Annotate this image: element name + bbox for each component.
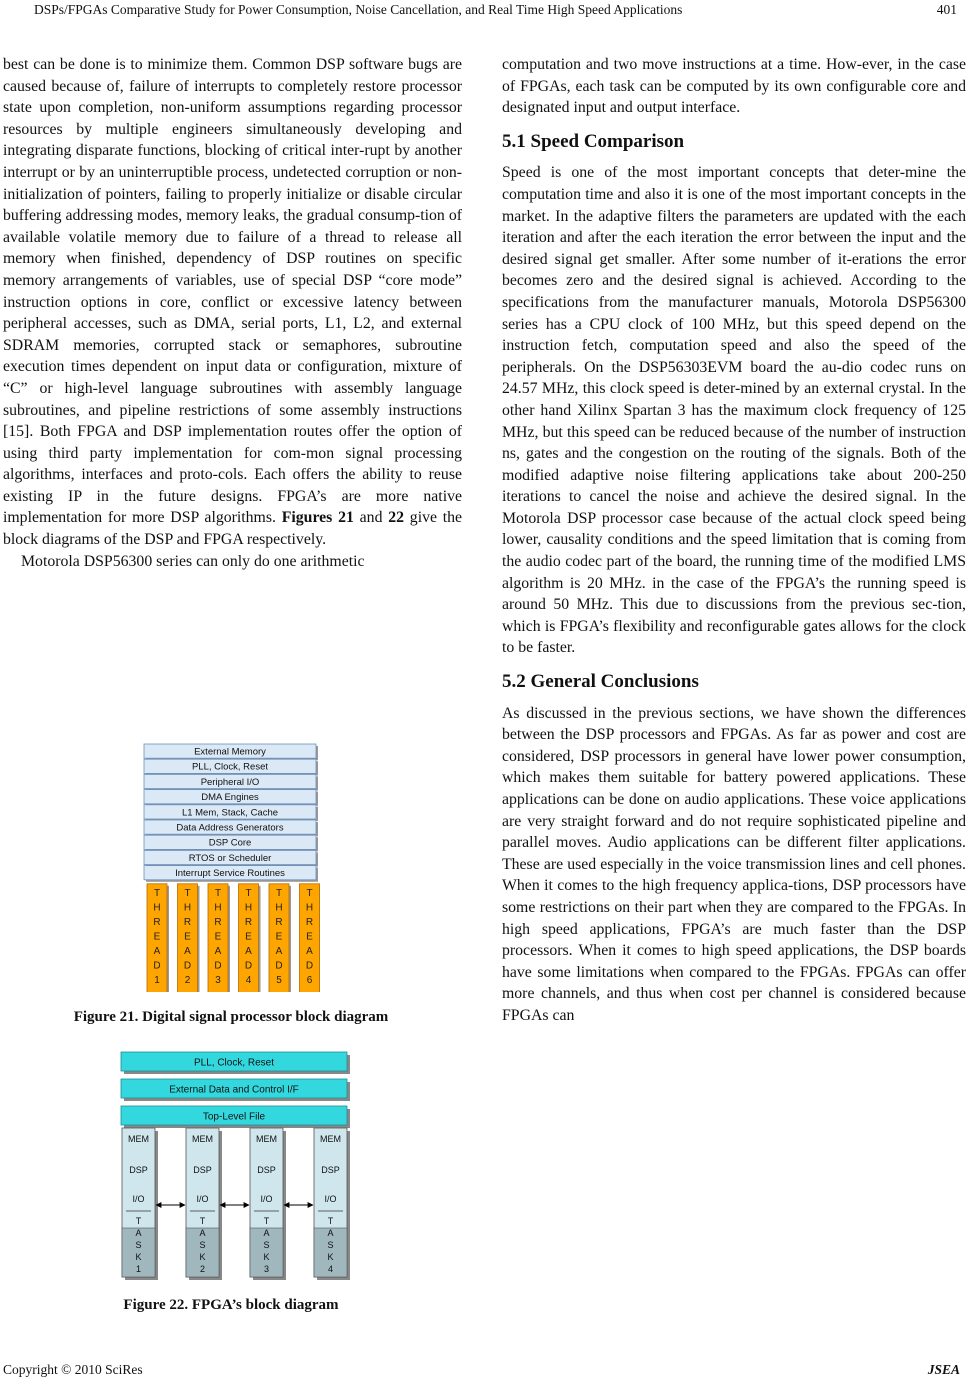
- thread-letter: R: [305, 916, 314, 928]
- block-label: MEM: [256, 1134, 277, 1144]
- thread-letter: H: [183, 902, 192, 914]
- block-label: DSP: [193, 1165, 212, 1175]
- left-paragraph-1-text: best can be done is to minimize them. Common DSP software bugs are caused because of, failure of interrupts to completely restore processor state upon completion, non-uniform assumptions regarding processor resources by multiple engineers simultaneously developing and integrating disparate functions, blocking of critical inter-rupt by another interrupt or by an uninterruptible process, undetected corruption or non-initialization of pointers, failing to properly initialize or disable circular buffering addressing modes, memory leaks, the gradual consump-tion of available volatile memory due to failure of a thread to release all memory when finished, dependency of DSP routines on specific memory arrangements of variables, use of special DSP “core mode” instruction options in core, conflict or excessive latency between peripheral accesses, such as DMA, serial ports, L1, L2, and external SDRAM memories, corrupted stack or semaphores, subroutine execution times dependent on input data or configuration, mixture of “C” or high-level language subroutines with assembly language subroutines, and pipeline restrictions of some assembly instructions [15]. Both FPGA and DSP implementation routes offer the option of using third party implementation for com-mon signal processing algorithms, interfaces and proto-cols. Each offers the ability to reuse existing IP in the future designs. FPGA’s are more native implementation for more DSP algorithms.: [3, 56, 462, 527]
- layer-label: Data Address Generators: [176, 822, 284, 834]
- block-label: DSP: [321, 1165, 340, 1175]
- thread-letter: H: [305, 902, 314, 914]
- task-letter: A: [327, 1228, 334, 1238]
- thread-letter: E: [214, 931, 222, 943]
- task-letter: S: [199, 1240, 206, 1250]
- running-header: [0, 0, 969, 24]
- thread-letter: D: [275, 960, 283, 972]
- running-title: DSPs/FPGAs Comparative Study for Power Consumption, Noise Cancellation, and Real Time High Speed Applications: [34, 2, 683, 17]
- thread-letter: T: [275, 887, 283, 899]
- thread-letter: A: [275, 945, 283, 957]
- block-label: MEM: [128, 1134, 149, 1144]
- task-letter: K: [263, 1252, 270, 1262]
- section-heading-general-conclusions: 5.2 General Conclusions: [502, 671, 699, 693]
- thread-letter: D: [214, 960, 222, 972]
- thread-letter: T: [153, 887, 161, 899]
- layer-label: Interrupt Service Routines: [175, 868, 285, 880]
- task-letter: 2: [199, 1264, 206, 1274]
- left-column: [3, 54, 462, 572]
- block-label: MEM: [320, 1134, 341, 1144]
- thread-letter: 4: [245, 974, 252, 986]
- block-label: I/O: [324, 1194, 337, 1204]
- thread-letter: R: [244, 916, 253, 928]
- thread-letter: H: [244, 902, 253, 914]
- thread-letter: A: [184, 945, 191, 957]
- right-column: [502, 54, 966, 1027]
- block-label: DSP: [257, 1165, 276, 1175]
- left-paragraph-1: [3, 54, 462, 551]
- task-letter: A: [135, 1228, 142, 1238]
- thread-letter: T: [184, 887, 191, 899]
- task-letter: 4: [327, 1264, 334, 1274]
- task-letter: T: [199, 1216, 206, 1226]
- thread-letter: E: [245, 931, 252, 943]
- thread-letter: 1: [154, 974, 160, 986]
- journal-abbreviation: JSEA: [927, 1362, 960, 1377]
- thread-letter: 2: [184, 974, 191, 986]
- thread-letter: 3: [215, 974, 221, 986]
- task-letter: K: [327, 1252, 334, 1262]
- layer-label: PLL, Clock, Reset: [191, 761, 269, 773]
- thread-letter: H: [275, 902, 283, 914]
- thread-letter: A: [153, 945, 161, 957]
- fpga-bar-label: PLL, Clock, Reset: [193, 1057, 275, 1069]
- thread-letter: R: [214, 916, 222, 928]
- block-label: I/O: [132, 1194, 145, 1204]
- thread-letter: E: [153, 931, 161, 943]
- thread-letter: E: [275, 931, 283, 943]
- thread-letter: D: [183, 960, 192, 972]
- task-letter: S: [327, 1240, 334, 1250]
- thread-letter: H: [214, 902, 222, 914]
- right-paragraph-3: As discussed in the previous sections, we have shown the differences between the DSP processors and FPGAs. As far as power and cost are considered, DSP processors in general have lower power consumption, which makes them suitable for battery powered applications. These applications can be done on audio applications. These voice applications are very straight forward and do not require sophisticated pipeline and parallel moves. Audio applications can be different filter applications. These are used especially in the voice transmission lines and cell phones. When it comes to the high frequency applica-tions, DSP processors have some restrictions on their part when they are compared to the FPGAs. In high speed applications, FPGA’s are much faster than the DSP processors. When it comes to high speed applications, the DSP boards have some limitations when compared to the FPGAs. FPGAs can offer more channels, and thus when cost per channel is considered because FPGAs can: [502, 704, 966, 1024]
- fpga-bar-label: Top-Level File: [202, 1111, 266, 1123]
- layer-label: Peripheral I/O: [200, 776, 260, 788]
- section-heading-speed-comparison: 5.1 Speed Comparison: [502, 130, 685, 152]
- task-letter: S: [263, 1240, 270, 1250]
- figure-22-diagram: [118, 1050, 354, 1284]
- thread-letter: D: [153, 960, 161, 972]
- block-label: I/O: [196, 1194, 209, 1204]
- left-paragraph-1-tail: give the block diagrams of the DSP and FPGA respectively.: [3, 509, 463, 549]
- layer-label: External Memory: [194, 746, 266, 758]
- thread-letter: D: [305, 960, 314, 972]
- thread-letter: 5: [276, 974, 282, 986]
- task-letter: A: [263, 1228, 270, 1238]
- thread-letter: H: [153, 902, 161, 914]
- figure-21-caption: Figure 21. Digital signal processor block diagram: [73, 1009, 389, 1025]
- layer-label: RTOS or Scheduler: [188, 852, 272, 864]
- task-letter: K: [135, 1252, 142, 1262]
- task-letter: S: [135, 1240, 142, 1250]
- task-letter: A: [199, 1228, 206, 1238]
- layer-label: DSP Core: [208, 837, 252, 849]
- layer-label: L1 Mem, Stack, Cache: [181, 807, 279, 819]
- figures-ref-label: Figures: [281, 509, 333, 527]
- thread-letter: R: [275, 916, 283, 928]
- thread-letter: A: [214, 945, 222, 957]
- copyright-notice: Copyright © 2010 SciRes: [3, 1362, 143, 1377]
- block-label: MEM: [192, 1134, 213, 1144]
- figure-22-caption: Figure 22. FPGA’s block diagram: [123, 1297, 339, 1313]
- thread-letter: R: [153, 916, 161, 928]
- task-letter: T: [327, 1216, 334, 1226]
- thread-letter: 6: [306, 974, 313, 986]
- thread-letter: T: [214, 887, 222, 899]
- right-paragraph-2: Speed is one of the most important concepts that deter-mine the computation time and also it is one of the most important concepts in the market. In the adaptive filters the parameters are updated with the each iteration and after the each iteration the error between the input and the desired signal get smaller. After some number of it-erations the error becomes zero and the desired signal is achieved. According to the specifications from the manufacturer manuals, Motorola DSP56300 series has a CPU clock of 100 MHz, but this speed depend on the instruction fetch, computation speed and also the speed of the peripherals. On the DSP56303EVM board the au-dio codec runs on 24.57 MHz, this clock speed is deter-mined by an external crystal. In the other hand Xilinx Spartan 3 has the maximum clock frequency of 125 MHz, but this speed can be reduced because of the number of instruction ns, gates and the congestion on the routing of the signals. Both of the modified adaptive noise filtering applications take about 200-250 iterations to cancel the noise and achieve the desired signal. In the Motorola DSP processor case because of the actual clock speed being lower, causality conditions and the speed limitation that is coming from the audio codec part of the board, the running time of the modified LMS algorithm is 20 MHz. in the case of the FPGA’s the running speed is around 50 MHz. This due to discussions from the previous sec-tion, which is FPGA’s flexibility and reconfigurable gates allows for the clock to be faster.: [502, 164, 966, 657]
- right-paragraph-1: computation and two move instructions at a time. How-ever, in the case of FPGAs, each task can be computed by its own configurable core and designated input and output interface.: [502, 56, 966, 117]
- thread-letter: D: [244, 960, 253, 972]
- task-letter: T: [135, 1216, 142, 1226]
- thread-letter: A: [245, 945, 252, 957]
- page-footer: [3, 1362, 960, 1378]
- task-letter: 3: [263, 1264, 270, 1274]
- thread-letter: A: [306, 945, 313, 957]
- left-paragraph-2: Motorola DSP56300 series can only do one arithmetic: [21, 552, 365, 570]
- figure-21-ref: 21: [338, 509, 354, 527]
- task-letter: 1: [135, 1264, 142, 1274]
- thread-letter: E: [306, 931, 313, 943]
- and-word: and: [359, 509, 383, 527]
- thread-letter: R: [183, 916, 192, 928]
- thread-letter: T: [306, 887, 313, 899]
- block-label: DSP: [129, 1165, 148, 1175]
- block-label: I/O: [260, 1194, 273, 1204]
- figure-21-diagram: [140, 742, 320, 992]
- fpga-bar-label: External Data and Control I/F: [169, 1084, 299, 1096]
- task-letter: T: [263, 1216, 270, 1226]
- thread-letter: T: [245, 887, 252, 899]
- page-number: 401: [936, 2, 957, 17]
- layer-label: DMA Engines: [201, 792, 259, 804]
- figure-22-ref: 22: [388, 509, 405, 527]
- task-letter: K: [199, 1252, 206, 1262]
- thread-letter: E: [184, 931, 191, 943]
